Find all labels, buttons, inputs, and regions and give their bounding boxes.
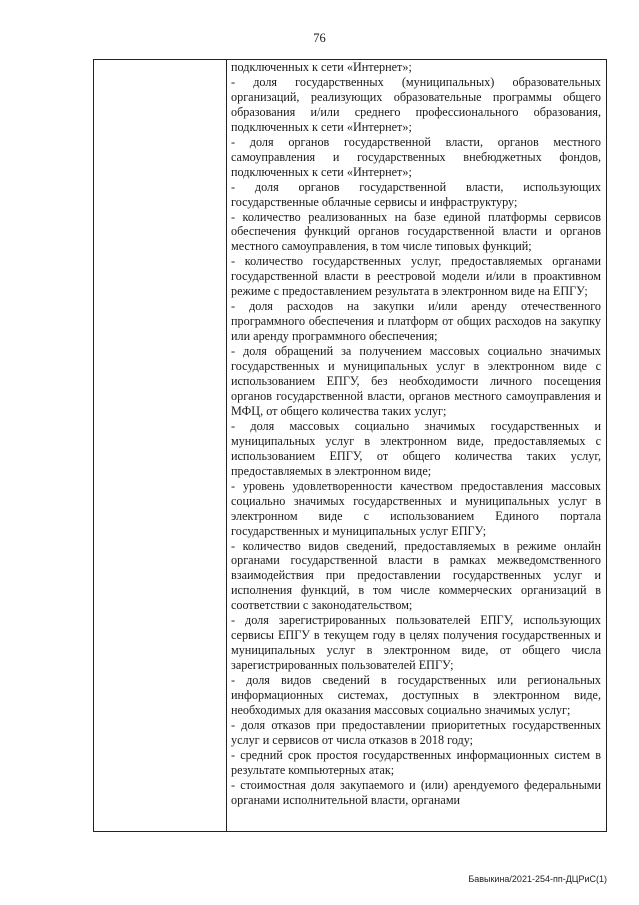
indicator-item: - стоимостная доля закупаемого и (или) арендуемого федеральными органами исполнительной власти, органами xyxy=(231,777,601,807)
indicator-item: подключенных к сети «Интернет»; xyxy=(231,60,412,74)
indicator-item: - уровень удовлетворенности качеством предоставления массовых социально значимых государственных и муниципальных услуг в электронном виде с использованием Единого портала государственных и муниципальных услуг ЕПГУ; xyxy=(231,478,601,538)
indicator-item: - доля органов государственной власти, использующих государственные облачные сервисы и инфраструктуру; xyxy=(231,179,601,209)
indicator-item: - доля органов государственной власти, органов местного самоуправления и государственных внебюджетных фондов, подключенных к сети «Интернет»; xyxy=(231,134,601,179)
indicator-item: - доля государственных (муниципальных) образовательных организаций, реализующих образовательные программы общего образования и/или среднего профессионального образования, подключенных к сети «Интернет»; xyxy=(231,74,601,134)
document-footer-reference: Бавыкина/2021-254-пп-ДЦРиС(1) xyxy=(468,874,607,884)
indicator-item: - доля видов сведений в государственных или региональных информационных системах, доступных в электронном виде, необходимых для оказания массовых социально значимых услуг; xyxy=(231,673,601,717)
indicator-item: - средний срок простоя государственных информационных систем в результате компьютерных атак; xyxy=(231,747,601,777)
indicator-item: - количество государственных услуг, предоставляемых органами государственной власти в реестровой модели и/или в проактивном режиме с предоставлением результата в электронном виде на ЕПГУ; xyxy=(231,254,601,299)
indicator-list xyxy=(231,60,601,808)
document-table xyxy=(93,59,607,832)
indicator-item: - доля зарегистрированных пользователей ЕПГУ, использующих сервисы ЕПГУ в текущем году в целях получения государственных и муниципальных услуг в электронном виде, от общего числа зарегистрированных пользователей ЕПГУ; xyxy=(231,613,601,673)
indicator-item: - доля обращений за получением массовых социально значимых государственных и муниципальных услуг в электронном виде с использованием ЕПГУ, без необходимости личного посещения органов государственной власти, органов местного самоуправления и МФЦ, от общего количества таких услуг; xyxy=(231,344,601,418)
table-left-cell xyxy=(94,60,227,831)
indicator-item: - количество видов сведений, предоставляемых в режиме онлайн органами государственной власти в рамках межведомственного взаимодействия при предоставлении государственных услуг и исполнения функций, в том числе коммерческих организаций в соответствии с законодательством; xyxy=(231,538,601,613)
indicator-item: - доля массовых социально значимых государственных и муниципальных услуг в электронном виде, предоставляемых с использованием ЕПГУ, от общего количества таких услуг, предоставляемых в электронном виде; xyxy=(231,418,601,478)
indicator-item: - доля отказов при предоставлении приоритетных государственных услуг и сервисов от числа отказов в 2018 году; xyxy=(231,717,601,747)
page-number: 76 xyxy=(313,31,326,45)
indicator-item: - доля расходов на закупки и/или аренду отечественного программного обеспечения и платформ от общих расходов на закупку или аренду программного обеспечения; xyxy=(231,299,601,344)
indicator-item: - количество реализованных на базе единой платформы сервисов обеспечения функций органов государственной власти и органов местного самоуправления, в том числе типовых функций; xyxy=(231,209,601,254)
table-right-cell xyxy=(227,60,606,831)
